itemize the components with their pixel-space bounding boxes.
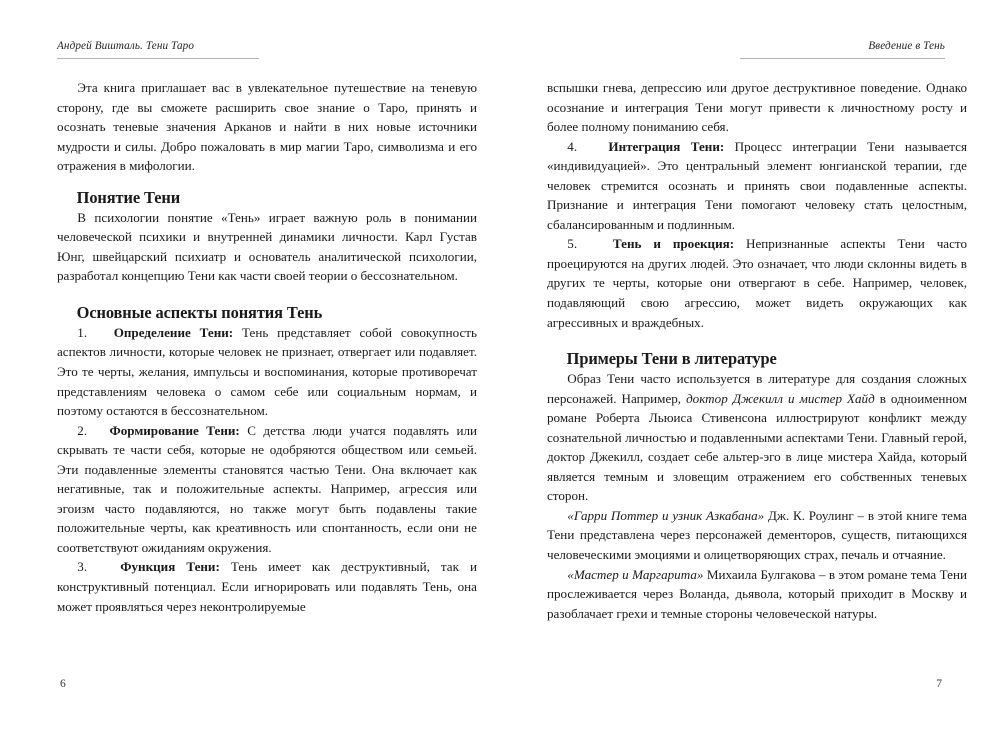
example-body: Дж. К. Роулинг – в этой книге тема Тени представлена через персонажей дементоров, существ, питающихся человеческими эмоциями и олицетворяющих страх, печаль и отчаяние. [547, 507, 967, 563]
list-item-lead: Определение Тени: [113, 324, 234, 340]
page-number-recto: 7 [936, 677, 942, 690]
example-title: «Мастер и Маргарита» [567, 566, 704, 582]
literature-intro-title: доктор Джекилл и мистер Хайд [686, 390, 875, 406]
page-recto [500, 0, 1000, 732]
list-item-body: Непризнанные аспекты Тени часто проецируются на других людей. Это означает, что люди склонны видеть в других те черты, которые они отвергают в себе. Например, человек, подавляющий свою агрессию, может видеть окружающих как агрессивных и враждебных. [547, 236, 968, 330]
list-item-body: С детства люди учатся подавлять или скрывать те части себя, которые не одобряются обществом или семьей. Эти подавленные элементы становятся частью Тени. Она включает как негативные, так и положительные аспекты. Например, агрессия или эгоизм часто подавляются, но также могут быть подавлены такие положительные черты, как креативность или спонтанность, если они не соответствуют ожиданиям окружения. [57, 422, 477, 555]
list-item [547, 137, 967, 235]
list-item [57, 557, 477, 616]
literature-example-potter [547, 506, 967, 565]
list-item-lead: Тень и проекция: [612, 236, 735, 252]
example-title: «Гарри Поттер и узник Азкабана» [567, 507, 765, 523]
text-column-verso [57, 78, 477, 616]
concept-paragraph: В психологии понятие «Тень» играет важную роль в понимании человеческой психики и внутренней динамики личности. Карл Густав Юнг, швейцарский психиатр и основатель аналитической психологии, разработал концепцию Тени как части своей теории о бессознательном. [57, 209, 477, 284]
list-item [57, 323, 477, 421]
list-item-number: 4. [567, 138, 578, 154]
list-item-number: 5. [567, 236, 578, 252]
heading-main-aspects: Основные аспекты понятия Тень [76, 302, 323, 322]
heading-shadow-in-literature: Примеры Тени в литературе [566, 349, 777, 369]
list-item [57, 421, 477, 558]
list-item-lead: Формирование Тени: [109, 422, 240, 438]
running-head-rule-verso [57, 58, 259, 59]
continuation-paragraph: вспышки гнева, депрессию или другое деструктивное поведение. Однако осознание и интеграция Тени могут привести к личностному росту и более полному пониманию себя. [547, 80, 967, 135]
list-item-number: 2. [77, 422, 88, 438]
literature-intro-after: в одноименном романе Роберта Льюиса Стивенсона иллюстрируют конфликт между сознательной личностью и подавленными аспектами Тени. Главный герой, доктор Джекилл, создает себе альтер-эго в лице мистера Хайда, который является темным и зловещим отражением его собственных теневых сторон. [547, 390, 967, 504]
page-number-verso: 6 [60, 677, 66, 690]
list-item-body: Тень представляет собой совокупность аспектов личности, которые человек не признает, отвергает или подавляет. Это те черты, желания, импульсы и воспоминания, которые противоречат представлениям человека о самом себе или социальным нормам, и поэтому остаются в бессознательном. [57, 324, 477, 419]
running-head-recto: Введение в Тень [868, 40, 945, 52]
list-item-body: Процесс интеграции Тени называется «индивидуацией». Это центральный элемент юнгианской терапии, где человек стремится осознать и принять свои подавленные аспекты. Признание и интеграция Тени помогают человеку стать целостным, сбалансированным и подлинным. [547, 138, 967, 232]
list-item-lead: Функция Тени: [120, 559, 220, 575]
example-body: Михаила Булгакова – в этом романе тема Тени прослеживается через Воланда, дьявола, который приходит в Москву и разоблачает грехи и темные стороны человеческой натуры. [547, 566, 967, 621]
running-head-verso: Андрей Вишталь. Тени Таро [57, 40, 195, 52]
literature-intro-paragraph [547, 369, 967, 506]
list-item-body: Тень имеет как деструктивный, так и конструктивный потенциал. Если игнорировать или подавлять Тень, она может проявляться через неконтролируемые [57, 559, 477, 614]
heading-concept-of-shadow: Понятие Тени [76, 187, 181, 207]
text-column-recto [547, 78, 967, 623]
list-item-lead: Интеграция Тени: [608, 138, 725, 154]
list-item-number: 3. [77, 559, 88, 575]
literature-intro-before: Образ Тени часто используется в литературе для создания сложных персонажей. Например, [547, 371, 967, 406]
list-item-number: 1. [77, 324, 88, 340]
running-head-rule-recto [740, 58, 945, 59]
list-item [547, 234, 967, 332]
intro-paragraph: Эта книга приглашает вас в увлекательное путешествие на теневую сторону, где вы сможете расширить свое знание о Таро, принять и осознать теневые значения Арканов и найти в них новые источники мудрости и силы. Добро пожаловать в мир магии Таро, символизма и его отражения в мифологии. [57, 80, 477, 174]
literature-example-master [547, 565, 967, 624]
